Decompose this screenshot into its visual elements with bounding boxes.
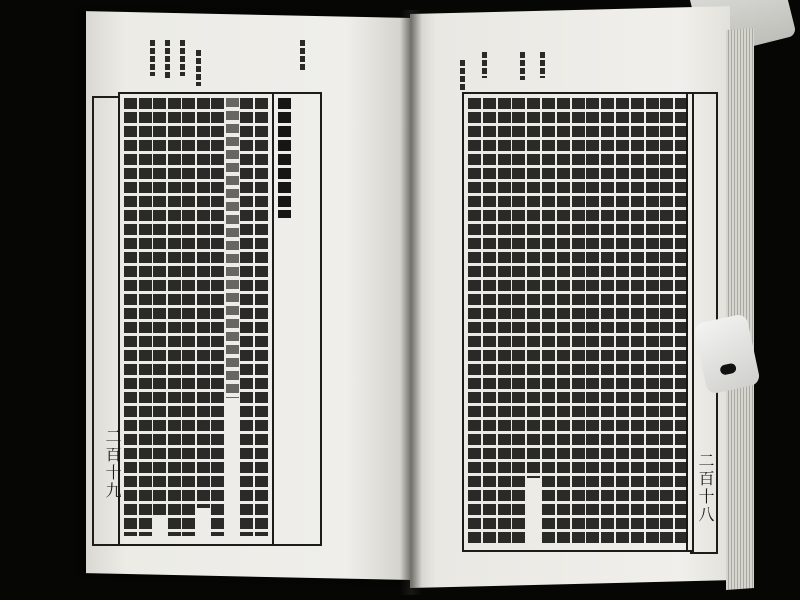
margin-note <box>150 40 155 76</box>
margin-note <box>520 52 525 80</box>
margin-note <box>460 60 465 90</box>
text-column <box>586 98 599 544</box>
text-column <box>527 98 540 478</box>
text-column <box>512 98 525 544</box>
text-column <box>182 98 195 536</box>
text-column <box>211 98 224 536</box>
text-column <box>631 98 644 544</box>
text-column <box>483 98 496 544</box>
text-column <box>675 98 688 544</box>
book-gutter <box>400 10 422 595</box>
text-column <box>197 98 210 508</box>
text-column <box>572 98 585 544</box>
text-column <box>616 98 629 544</box>
text-column <box>601 98 614 544</box>
text-column <box>278 98 291 218</box>
text-column <box>240 98 253 536</box>
text-column <box>153 98 166 518</box>
right-page-number: 二百十八 <box>696 452 715 524</box>
left-frame-divider <box>272 92 274 544</box>
text-column <box>498 98 511 544</box>
margin-note <box>180 40 185 76</box>
margin-note <box>165 40 170 80</box>
text-column <box>226 98 239 398</box>
left-page-number: 二百十九 <box>103 428 122 500</box>
text-column <box>646 98 659 544</box>
text-column <box>557 98 570 544</box>
margin-note <box>540 52 545 78</box>
text-column <box>468 98 481 544</box>
page-edges <box>726 28 754 590</box>
text-column <box>660 98 673 544</box>
text-column <box>255 98 268 536</box>
clip-hole <box>719 363 737 376</box>
margin-note <box>300 40 305 70</box>
text-column <box>542 98 555 544</box>
text-column <box>168 98 181 536</box>
text-column <box>124 98 137 536</box>
text-column <box>139 98 152 536</box>
margin-note <box>482 52 487 78</box>
margin-note <box>196 50 201 86</box>
